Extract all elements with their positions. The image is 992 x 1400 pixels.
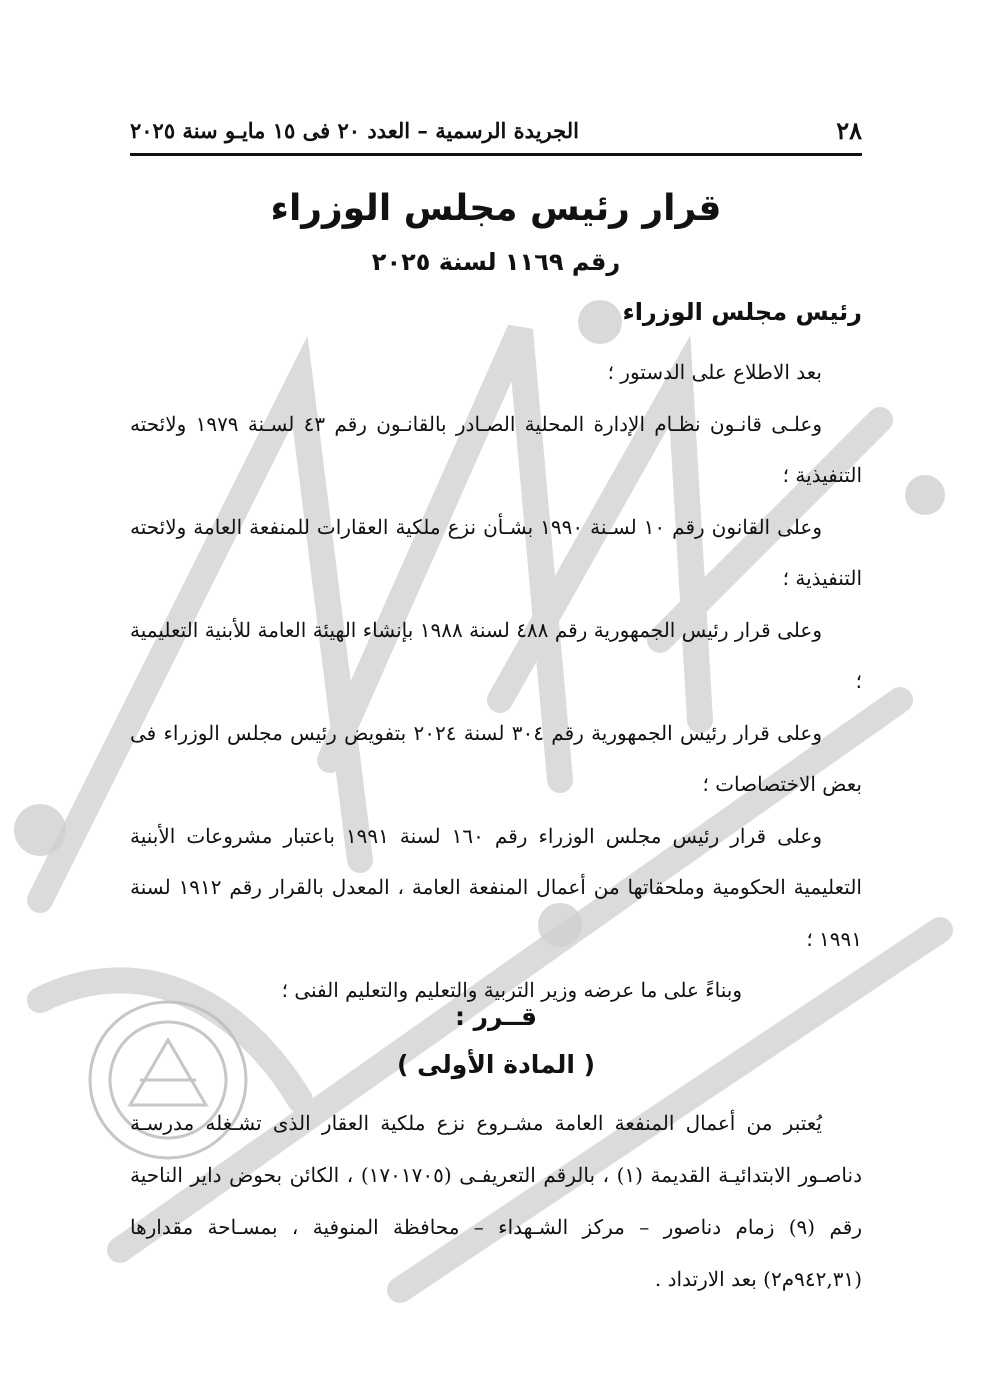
watermark-dot [14, 804, 66, 856]
publication-line: الجريدة الرسمية – العدد ٢٠ فى ١٥ مايـو سنة ٢٠٢٥ [130, 117, 579, 143]
preamble-item: وعلى قرار رئيس الجمهورية رقم ٣٠٤ لسنة ٢٠٢٤ بتفويض رئيس مجلس الوزراء فى بعض الاختصاصات ؛ [130, 720, 862, 796]
preamble [130, 347, 862, 1017]
header-rule [130, 153, 862, 156]
preamble-item: وعلى قرار رئيس الجمهورية رقم ٤٨٨ لسنة ١٩٨٨ بإنشاء الهيئة العامة للأبنية التعليمية ؛ [130, 617, 862, 693]
preamble-item: بعد الاطلاع على الدستور ؛ [607, 360, 822, 384]
preamble-item: وعلـى قانـون نظـام الإدارة المحلية الصـادر بالقانـون رقم ٤٣ لسـنة ١٩٧٩ ولائحته التنفيذية ؛ [130, 411, 862, 487]
decree-number: رقم ١١٦٩ لسنة ٢٠٢٥ [371, 248, 621, 276]
decree-title: قرار رئيس مجلس الوزراء [270, 188, 722, 229]
running-header [130, 112, 862, 148]
decided-heading: قــرر : [454, 1002, 538, 1031]
article-paragraph: يُعتبر من أعمال المنفعة العامة مشـروع نزع ملكية العقار الذى تشـغله مدرسـة دناصـور الابتدائيـة القديمة (١) ، بالرقم التعريفـى (١٧٠١٧٠٥) ، الكائن بحوض داير الناحية رقم (٩) زمام دناصور – مركز الشـهداء – محافظة المنوفية ، بمسـاحة مقدارها (٩٤٢,٣١م٢) بعد الارتداد . [130, 1111, 862, 1291]
preamble-item: وبناءً على ما عرضه وزير التربية والتعليم والتعليم الفنى ؛ [281, 978, 742, 1002]
watermark-dot [905, 475, 945, 515]
page-number: ٢٨ [836, 115, 862, 145]
article-body [130, 1097, 862, 1305]
preamble-item: وعلى قرار رئيس مجلس الوزراء رقم ١٦٠ لسنة ١٩٩١ باعتبار مشروعات الأبنية التعليمية الحكومية وملحقاتها من أعمال المنفعة العامة ، المعدل بالقرار رقم ١٩١٢ لسنة ١٩٩١ ؛ [130, 823, 862, 951]
issuer-heading: رئيس مجلس الوزراء [622, 298, 862, 326]
article-heading: ( المادة الأولى ) [396, 1050, 596, 1079]
preamble-item: وعلى القانون رقم ١٠ لسـنة ١٩٩٠ بشـأن نزع ملكية العقارات للمنفعة العامة ولائحته التنفيذية ؛ [130, 514, 862, 590]
